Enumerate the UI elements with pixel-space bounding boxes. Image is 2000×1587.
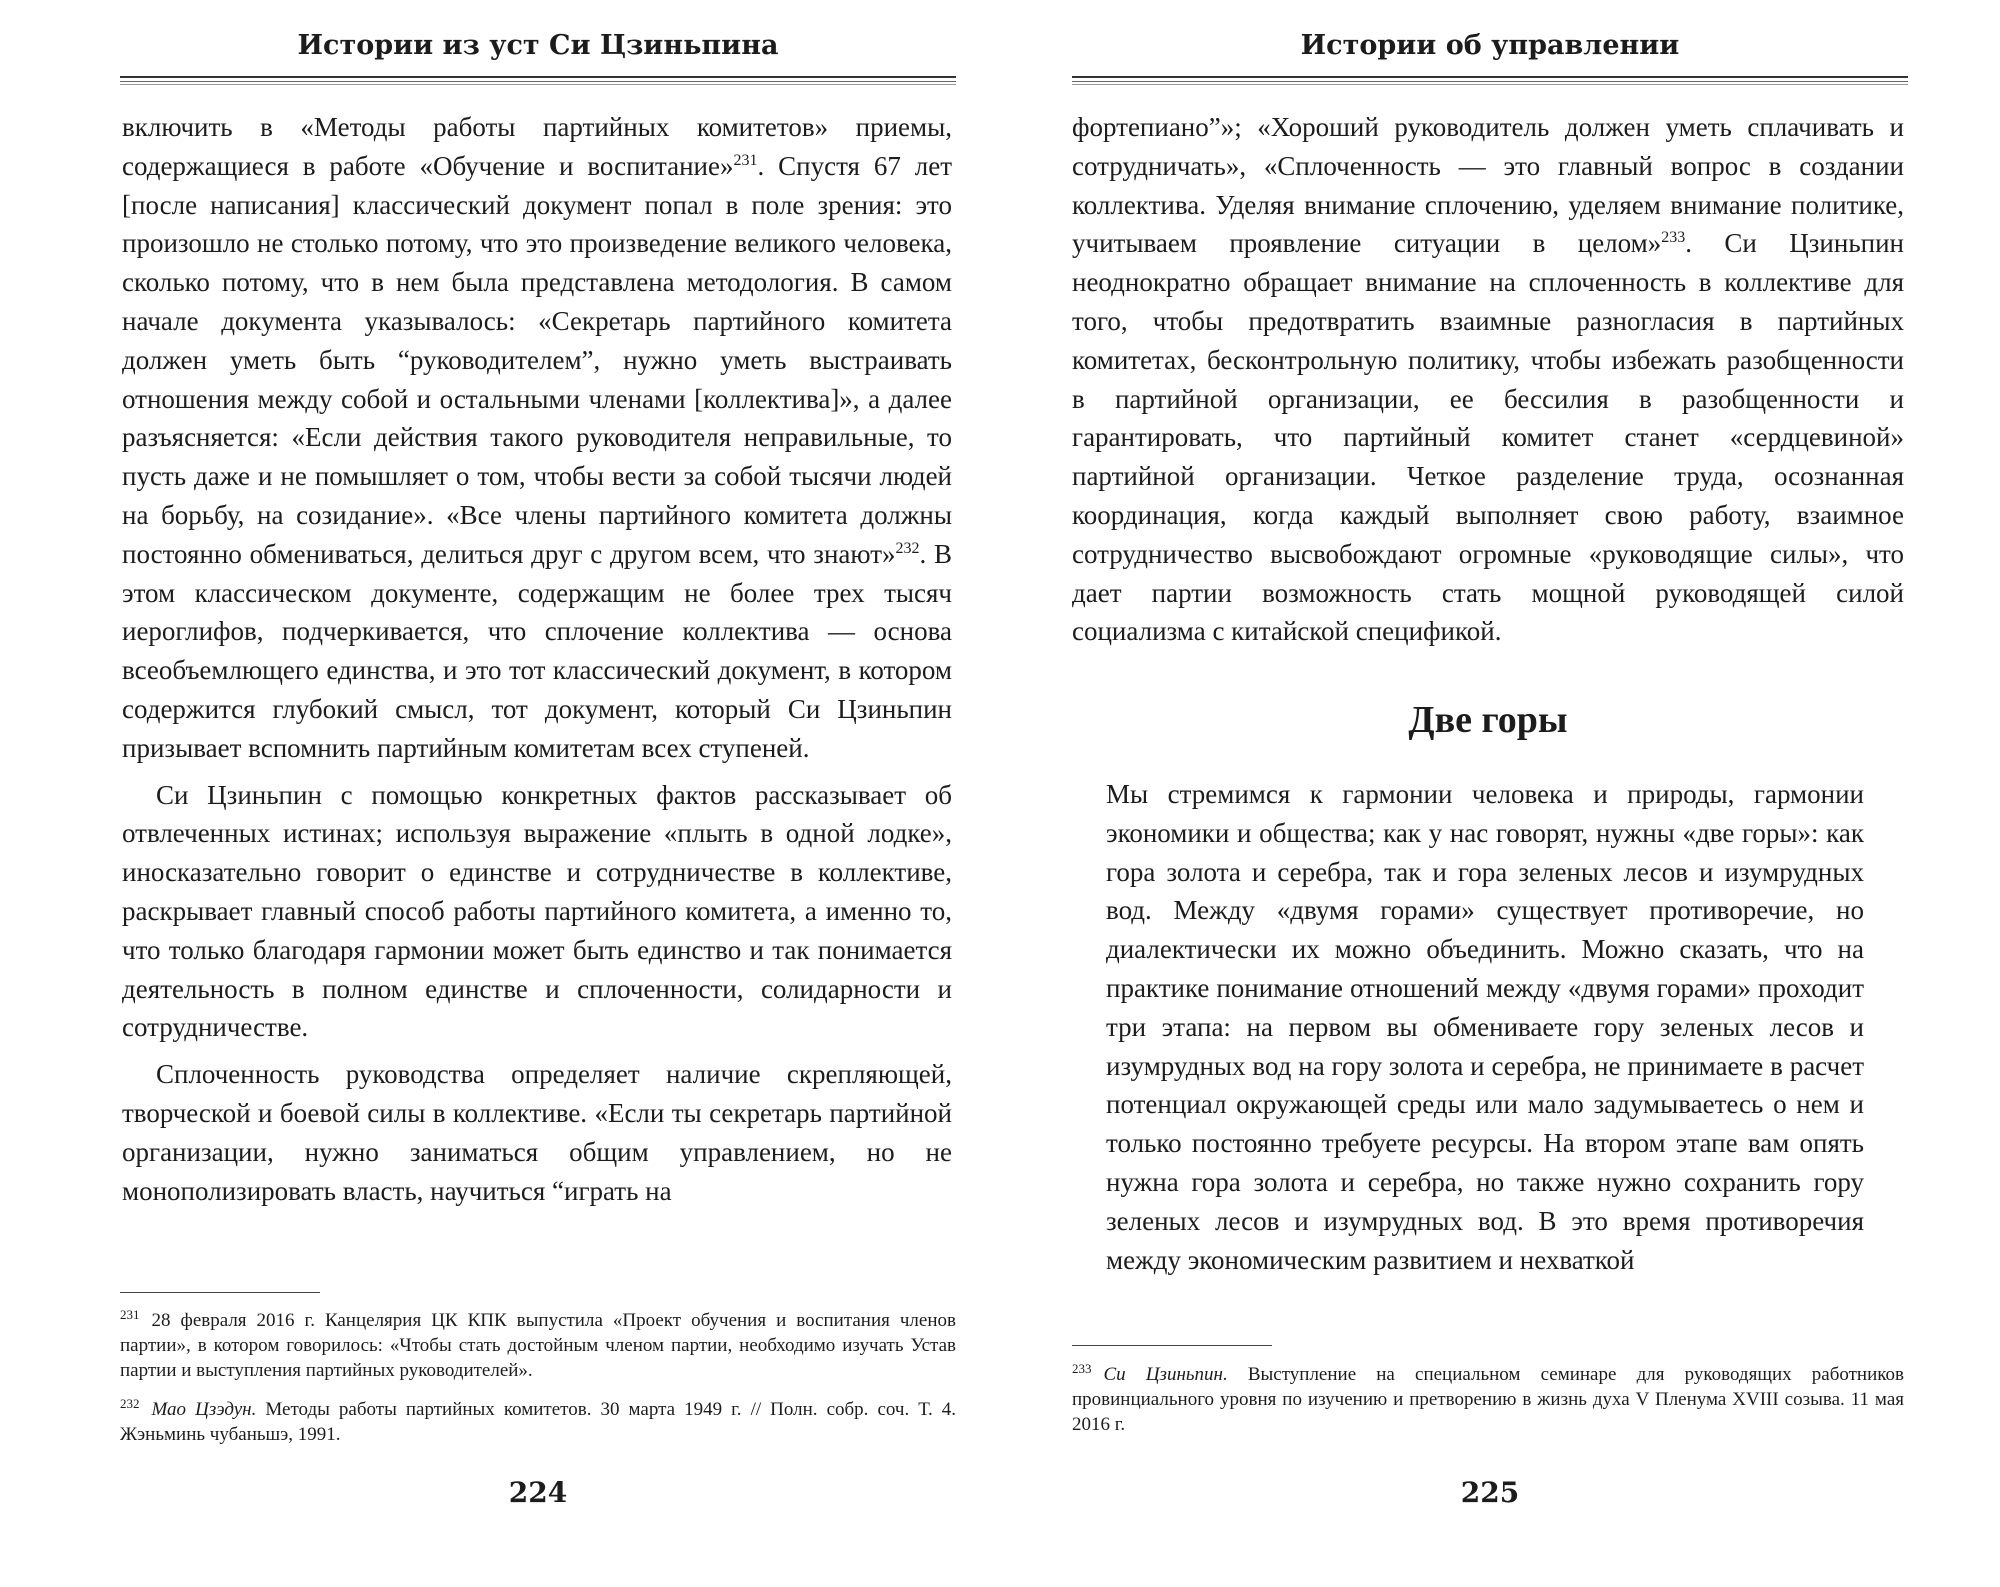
paragraph-text: фортепиано”»; «Хороший руководитель должен уметь сплачивать и сотрудничать», «Сплоченность — это главный вопрос в создании коллектива. Уделяя внимание сплочению, уделяем внимание политике, учитываем проявление ситуации в целом»: [1072, 112, 1904, 259]
footnote-text: Выступление на специальном семинаре для руководящих работников провинциального уровня по изучению и претворению в жизнь духа V Пленума XVIII созыва. 11 мая 2016 г.: [1072, 1364, 1904, 1435]
rule-line: [1072, 84, 1908, 85]
header-rule: [1072, 76, 1908, 88]
footnote-ref: 233: [1661, 229, 1686, 247]
footnote-author: Мао Цзэдун.: [151, 1399, 257, 1420]
quote-paragraph: Мы стремимся к гармонии человека и природы, гармонии экономики и общества; как у нас говорят, нужны «две горы»: как гора золота и серебра, так и гора зеленых лесов и изумрудных вод. Между «двумя горами» существует противоречие, но диалектически их можно объединить. Можно сказать, что на практике понимание отношений между «двумя горами» проходит три этапа: на первом вы обмениваете гору зеленых лесов и изумрудных вод на гору золота и серебра, не принимаете в расчет потенциал окружающей среды или мало задумываетесь о нем и только постоянно требуете ресурсы. На втором этапе вам опять нужна гора золота и серебра, но также нужно сохранить гору зеленых лесов и изумрудных вод. В это время противоречия между экономическим развитием и нехваткой: [1106, 779, 1864, 1275]
footnote-number: 232: [120, 1396, 140, 1411]
footnote-number: 231: [120, 1307, 140, 1322]
footnote: [120, 1391, 956, 1447]
rule-line: [1072, 81, 1908, 82]
rule-line: [120, 84, 956, 85]
page-number: 225: [1460, 1476, 1520, 1509]
paragraph: Сплоченность руководства определяет наличие скрепляющей, творческой и боевой силы в коллективе. «Если ты секретарь партийной организации, нужно заниматься общим управлением, но не монополизировать власть, научиться “играть на: [122, 1059, 952, 1206]
block-quote: [1106, 775, 1864, 1279]
paragraph-text: . В этом классическом документе, содержащим не более трех тысяч иероглифов, подчеркивается, что сплочение коллектива — основа всеобъемлющего единства, и это тот классический документ, в котором содержится глубокий смысл, тот документ, который Си Цзиньпин призывает вспомнить партийным комитетам всех ступеней.: [122, 538, 952, 763]
rule-line: [1072, 76, 1908, 78]
rule-line: [120, 81, 956, 82]
running-head: Истории из уст Си Цзиньпина: [297, 30, 779, 61]
paragraph-text: . Спустя 67 лет [после написания] классический документ попал в поле зрения: это произошло не столько потому, что это произведение великого человека, сколько потому, что в нем была представлена методология. В самом начале документа указывалось: «Секретарь партийного комитета должен уметь быть “руководителем”, нужно уметь выстраивать отношения между собой и остальными членами [коллектива]», а далее разъясняется: «Если действия такого руководителя неправильные, то пусть даже и не помышляет о том, чтобы вести за собой тысячи людей на борьбу, на созидание». «Все члены партийного комитета должны постоянно обмениваться, делиться друг с другом всем, что знают»: [122, 150, 952, 569]
footnotes: [120, 1302, 956, 1455]
running-head: Истории об управлении: [1300, 30, 1680, 61]
paragraph: [122, 108, 952, 768]
body-text: [1072, 108, 1904, 651]
page-number: 224: [508, 1476, 568, 1509]
footnote-separator: [120, 1292, 320, 1293]
footnote-ref: 231: [733, 151, 758, 169]
paragraph-text: . Си Цзиньпин неоднократно обращает внимание на сплоченность в коллективе для того, чтобы предотвратить взаимные разногласия в партийных комитетах, бесконтрольную политику, чтобы избежать разобщенности в партийной организации, ее бессилия в разобщенности и гарантировать, что партийный комитет станет «сердцевиной» партийной организации. Четкое разделение труда, осознанная координация, когда каждый выполняет свою работу, взаимное сотрудничество высвобождают огромные «руководящие силы», что дает партии возможность стать мощной руководящей силой социализма с китайской спецификой.: [1072, 228, 1904, 647]
body-text: [122, 108, 952, 1210]
footnote-text: Методы работы партийных комитетов. 30 марта 1949 г. // Полн. собр. соч. Т. 4. Жэньминь чубаньшэ, 1991.: [120, 1399, 956, 1445]
paragraph-text: включить в «Методы работы партийных комитетов» приемы, содержащиеся в работе «Обучение и воспитание»: [122, 112, 952, 181]
right-page: [1000, 0, 2000, 1587]
footnote-ref: 232: [895, 539, 920, 557]
footnote: [1072, 1356, 1904, 1437]
rule-line: [120, 76, 956, 78]
footnote-number: 233: [1072, 1361, 1092, 1376]
footnote-separator: [1072, 1345, 1272, 1346]
footnote-author: Си Цзиньпин.: [1103, 1364, 1228, 1385]
paragraph: [1072, 108, 1904, 651]
footnote-text: 28 февраля 2016 г. Канцелярия ЦК КПК выпустила «Проект обучения и воспитания членов партии», в котором говорилось: «Чтобы стать достойным членом партии, необходимо изучать Устав партии и выступления партийных руководителей».: [120, 1310, 956, 1381]
paragraph: Си Цзиньпин с помощью конкретных фактов рассказывает об отвлеченных истинах; используя выражение «плыть в одной лодке», иносказательно говорит о единстве и сотрудничестве в коллективе, раскрывает главный способ работы партийного комитета, а именно то, что только благодаря гармонии может быть единство и так понимается деятельность в полном единстве и сплоченности, солидарности и сотрудничестве.: [122, 779, 952, 1043]
footnote: [120, 1302, 956, 1383]
footnotes: [1072, 1356, 1904, 1445]
section-title: Две горы: [1408, 699, 1568, 741]
header-rule: [120, 76, 956, 88]
